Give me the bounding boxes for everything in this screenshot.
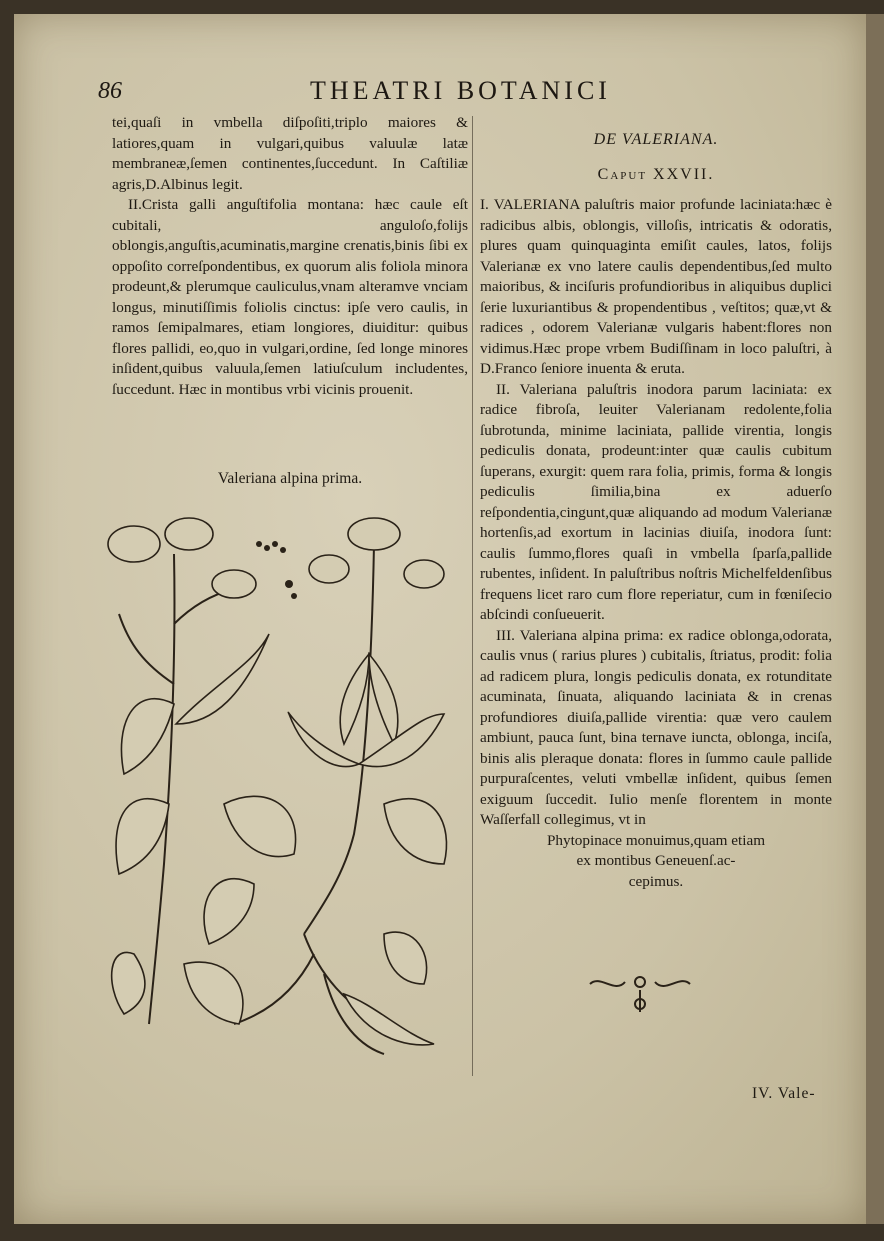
right-paragraph-1: I. VALERIANA paluſtris maior profunde laciniata:hæc è radicibus albis, oblongis, villoſis, intricatis & odoratis, plures quam quinquaginta emiſit caules, latos, folijs Valerianæ ex vno latere caulis dependentibus,ſed multo maioribus, & inciſuris profundioribus in aliquibus duplici ſerie luxuriantibus & propendentibus , veſtitos; quæ,vt & radices , odorem Valerianæ vulgaris habent:flores non vidimus.Hæc prope vrbem Budiſſinam in loco paluſtri, à D.Franco ſeniore inuenta & eruta. (480, 196, 832, 377)
running-head: THEATRI BOTANICI (310, 76, 611, 105)
page-edge (866, 14, 884, 1224)
right-paragraph-3-line-b: Phytopinace monuimus,quam etiam (546, 831, 766, 849)
chapter-heading: Caput XXVII. (597, 165, 715, 183)
page-number: 86 (98, 78, 122, 104)
right-paragraph-3-line-d: cepimus. (628, 872, 684, 890)
right-paragraph-3: III. Valeriana alpina prima: ex radice oblonga,odorata, caulis vnus ( rarius plures ) cubitalis, ſtriatus, prodit: folia ad radicem plura, longis pediculis donata, ex rotunditate acuminata, ſinuata, aliquando laciniata & in crenas profundiores diuiſa,pallide virentia: quæ vero caulem ambiunt, pauca ſunt, bina ternave iuncta, oblonga, inciſa, binis alis pleraque donata: flores in ſummo caule pallide purpuraſcentes, veluti vmbellæ inſident, quibus ſemen exiguum ſuccedit. Iulio menſe florentem in monte Waſſerfall collegimus, vt in (480, 626, 832, 828)
printer-ornament-icon (580, 972, 700, 1022)
right-paragraph-3-line-c: ex montibus Geneuenſ.ac- (576, 852, 736, 869)
left-paragraph-2: II.Crista galli anguſtifolia montana: hæc caule eſt cubitali, anguloſo,folijs oblongis,anguſtis,acuminatis,margine crenatis,binis ſibi ex oppoſito correſpondentibus, ex quorum alis foliola minora prodeunt,& plerumque cauliculus,vnam alteramve vnciam longus, minutiſſimis foliolis cinctus: ipſe vero caulis, in ramos ſemipalmares, etiam longiores, diuiditur: quibus flores pallidi, eo,quo in vulgari,ordine, ſed longe minores inſident,quibus valuula,ſemen latiuſculum includentes, ſuccedunt. Hæc in montibus vrbi vicinis prouenit. (112, 196, 468, 398)
right-paragraph-2: II. Valeriana paluſtris inodora parum laciniata: ex radice fibroſa, leuiter Valerianam redolente,folia ſubrotunda, minime laciniata, pallide virentia, longis pediculis donata, prodeunt:inter quæ caulis cubitum ſuperans, exurgit: quem rara folia, primis, forma & longis pediculis ſimilia,bina ex aduerſo reſpondentia,cingunt,quæ aliquando ad modum Valerianæ hortenſis,ad exortum in lacinias diuiſa, inodora ſunt: caulis ſummo,flores quaſi in vmbella ſparſa,pallide rubentes, inſident. In paluſtribus noſtris Michelfeldenſibus frequens licet raro cum flore reperiatur, cum in fœniſecio abſcindi conſueuerit. (480, 380, 832, 623)
right-column (480, 130, 832, 892)
catchword: IV. Vale- (752, 1085, 816, 1102)
left-column (112, 113, 468, 400)
section-title: DE VALERIANA. (593, 131, 719, 148)
valerian-plant-woodcut-icon (104, 504, 466, 1064)
illustration-caption: Valeriana alpina prima. (217, 470, 363, 487)
left-paragraph-1: tei,quaſi in vmbella diſpoſiti,triplo maiores & latiores,quam in vulgari,quibus valuulæ latæ membraneæ,ſemen continentes,ſuccedunt. In Caſtiliæ agris,D.Albinus legit. (112, 114, 468, 193)
column-rule (472, 116, 473, 1076)
